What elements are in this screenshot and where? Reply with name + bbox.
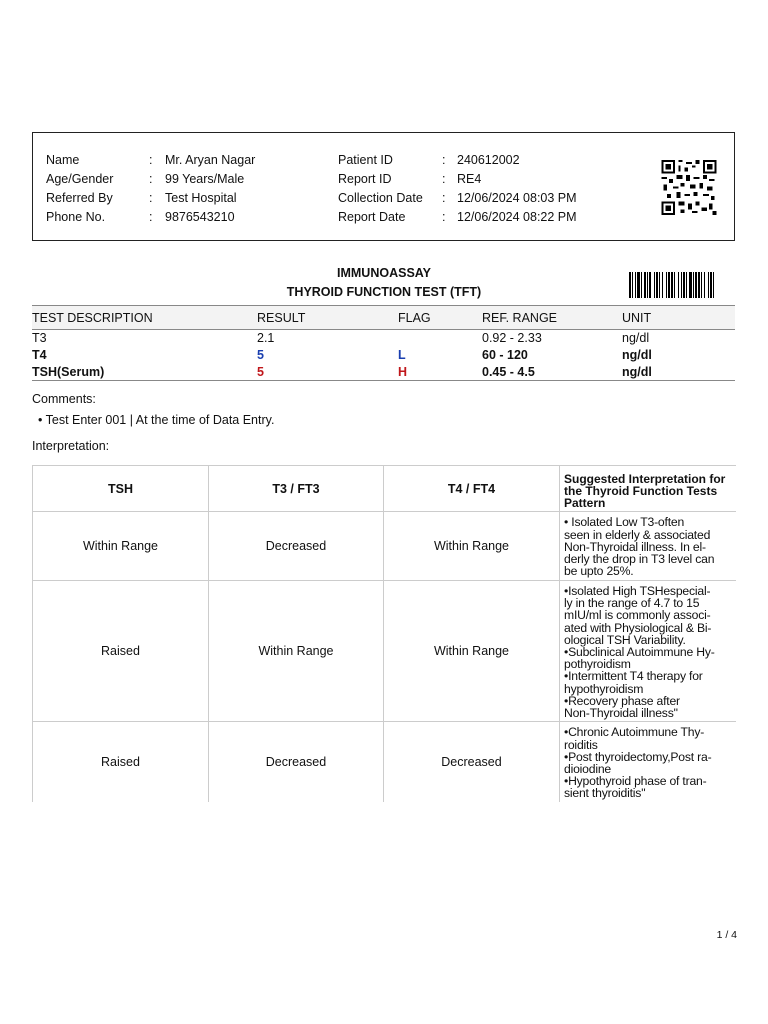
label-referred-by: Referred By — [46, 191, 113, 205]
value-report-id: RE4 — [457, 172, 482, 186]
header-suggested-interpretation: Suggested Interpretation for the Thyroid Function Tests Pattern — [560, 466, 736, 512]
test-name: T4 — [32, 348, 47, 362]
patient-labels-right — [338, 151, 448, 227]
desc-line: Non-Thyroidal illness" — [564, 706, 678, 721]
separator: : — [442, 191, 446, 205]
desc-line: •Post thyroidectomy,Post ra- — [564, 749, 712, 764]
test-unit: ng/dl — [622, 348, 652, 362]
cell-tsh: Within Range — [33, 512, 209, 581]
result-row-t4 — [32, 347, 735, 364]
cell-t3: Decreased — [209, 722, 384, 802]
header-result: RESULT — [257, 311, 306, 325]
separators-right — [442, 151, 452, 227]
header-tsh: TSH — [33, 466, 209, 512]
test-name: TSH(Serum) — [32, 365, 105, 379]
patient-info-box — [32, 132, 735, 241]
patient-labels-left — [46, 151, 146, 227]
test-unit: ng/dl — [622, 331, 650, 345]
separator: : — [442, 172, 446, 186]
desc-line: • Isolated Low T3-often — [564, 515, 685, 530]
desc-line: •Subclinical Autoimmune Hy- — [564, 645, 715, 660]
department-title: IMMUNOASSAY — [337, 266, 431, 280]
cell-t3: Within Range — [209, 581, 384, 722]
desc-line: mIU/ml is commonly associ- — [564, 608, 711, 623]
barcode-icon — [629, 272, 733, 298]
test-ref-range: 0.92 - 2.33 — [482, 331, 542, 345]
label-collection-date: Collection Date — [338, 191, 423, 205]
test-ref-range: 0.45 - 4.5 — [482, 365, 535, 379]
interpretation-header-row — [33, 466, 736, 512]
comments-label: Comments: — [32, 392, 96, 406]
cell-tsh: Raised — [33, 722, 209, 802]
patient-values-right — [457, 151, 617, 227]
cell-tsh: Raised — [33, 581, 209, 722]
cell-interpretation — [560, 722, 736, 802]
desc-line: •Hypothyroid phase of tran- — [564, 774, 707, 789]
result-row-t3 — [32, 330, 735, 347]
test-unit: ng/dl — [622, 365, 652, 379]
value-patient-id: 240612002 — [457, 153, 520, 167]
label-report-id: Report ID — [338, 172, 392, 186]
separator: : — [442, 153, 446, 167]
desc-line: derly the drop in T3 level can — [564, 552, 715, 567]
separator: : — [149, 172, 153, 186]
header-ref-range: REF. RANGE — [482, 311, 558, 325]
interpretation-label: Interpretation: — [32, 439, 110, 453]
separator: : — [149, 153, 153, 167]
cell-t4: Within Range — [384, 512, 560, 581]
value-name: Mr. Aryan Nagar — [165, 153, 256, 167]
cell-interpretation — [560, 512, 736, 581]
header-test-description: TEST DESCRIPTION — [32, 311, 153, 325]
value-report-date: 12/06/2024 08:22 PM — [457, 210, 577, 224]
test-title: THYROID FUNCTION TEST (TFT) — [286, 285, 482, 299]
desc-line: roiditis — [564, 737, 598, 752]
label-phone: Phone No. — [46, 210, 106, 224]
interpretation-table — [32, 465, 736, 802]
page-indicator: 1 / 4 — [716, 929, 737, 941]
desc-line: ated with Physiological & Bi- — [564, 620, 712, 635]
interpretation-row — [33, 722, 736, 802]
interpretation-row — [33, 581, 736, 722]
separators-left — [149, 151, 159, 227]
test-result: 2.1 — [257, 331, 275, 345]
desc-line: dioiodine — [564, 761, 611, 776]
header-flag: FLAG — [398, 311, 431, 325]
value-age-gender: 99 Years/Male — [165, 172, 245, 186]
cell-t3: Decreased — [209, 512, 384, 581]
result-row-tsh — [32, 364, 735, 381]
desc-line: •Intermittent T4 therapy for — [564, 669, 703, 684]
header-unit: UNIT — [622, 311, 652, 325]
desc-line: ly in the range of 4.7 to 15 — [564, 596, 700, 611]
desc-line: sient thyroiditis" — [564, 786, 646, 801]
header-t3-ft3: T3 / FT3 — [209, 466, 384, 512]
separator: : — [149, 191, 153, 205]
value-collection-date: 12/06/2024 08:03 PM — [457, 191, 577, 205]
cell-interpretation — [560, 581, 736, 722]
cell-t4: Decreased — [384, 722, 560, 802]
test-result: 5 — [257, 365, 264, 379]
test-flag: L — [398, 348, 406, 362]
desc-line: •Recovery phase after — [564, 693, 680, 708]
label-patient-id: Patient ID — [338, 153, 393, 167]
cell-t4: Within Range — [384, 581, 560, 722]
comment-text: • Test Enter 001 | At the time of Data Entry. — [38, 413, 275, 427]
header-t4-ft4: T4 / FT4 — [384, 466, 560, 512]
desc-line: •Isolated High TSHespecial- — [564, 584, 711, 598]
desc-line: pothyroidism — [564, 657, 631, 672]
desc-line: ological TSH Variability. — [564, 632, 686, 647]
test-result: 5 — [257, 348, 264, 362]
desc-line: hypothyroidism — [564, 681, 644, 696]
desc-line: •Chronic Autoimmune Thy- — [564, 725, 705, 740]
interpretation-row — [33, 512, 736, 581]
separator: : — [442, 210, 446, 224]
label-age-gender: Age/Gender — [46, 172, 114, 186]
value-referred-by: Test Hospital — [165, 191, 237, 205]
test-name: T3 — [32, 331, 47, 345]
test-ref-range: 60 - 120 — [482, 348, 528, 362]
qr-code-icon — [660, 160, 718, 215]
desc-line: Non-Thyroidal illness. In el- — [564, 539, 706, 554]
test-flag: H — [398, 365, 408, 379]
results-header-row — [32, 305, 735, 330]
separator: : — [149, 210, 153, 224]
desc-line: be upto 25%. — [564, 564, 634, 579]
results-table — [32, 305, 735, 381]
patient-values-left — [165, 151, 325, 227]
value-phone: 9876543210 — [165, 210, 235, 224]
label-name: Name — [46, 153, 80, 167]
desc-line: seen in elderly & associated — [564, 527, 711, 542]
label-report-date: Report Date — [338, 210, 406, 224]
